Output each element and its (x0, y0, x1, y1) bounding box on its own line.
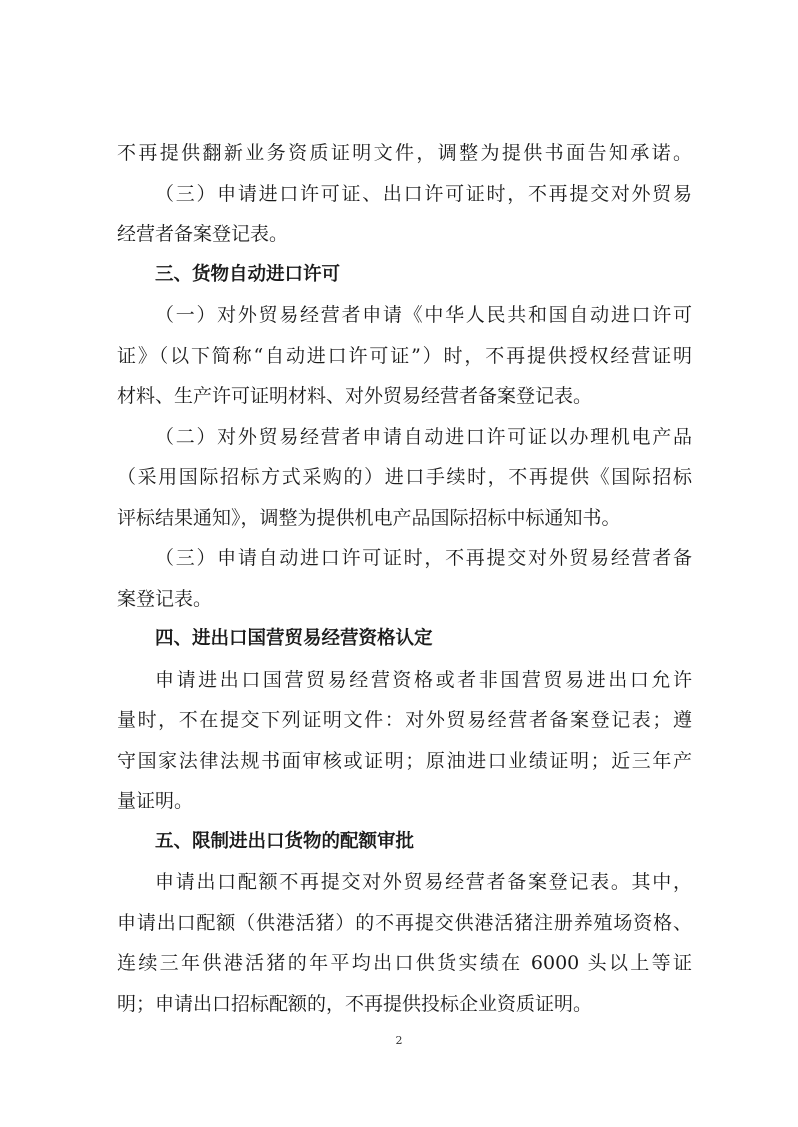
paragraph-line: 材料、生产许可证明材料、对外贸易经营者备案登记表。 (117, 385, 593, 407)
paragraph-line: （二）对外贸易经营者申请自动进口许可证以办理机电产品 (155, 425, 692, 448)
paragraph-line: 量证明。 (117, 790, 194, 812)
paragraph-line: 申请出口配额不再提交对外贸易经营者备案登记表。其中， (155, 871, 692, 893)
paragraph-line: （三）申请自动进口许可证时，不再提交对外贸易经营者备 (155, 547, 692, 569)
paragraph-line: 申请出口配额（供港活猪）的不再提交供港活猪注册养殖场资格、 (117, 911, 692, 934)
paragraph-line: 连续三年供港活猪的年平均出口供货实绩在 6000 头以上等证 (117, 952, 692, 974)
body-text (117, 133, 692, 1024)
section-heading-4: 四、进出口国营贸易经营资格认定 (155, 628, 433, 649)
paragraph-line: 证》（以下简称“自动进口许可证”）时，不再提供授权经营证明 (117, 344, 692, 367)
paragraph-line: 量时，不在提交下列证明文件：对外贸易经营者备案登记表；遵 (117, 709, 692, 731)
paragraph-line: 申请进出口国营贸易经营资格或者非国营贸易进出口允许 (155, 668, 692, 691)
paragraph-line: 不再提供翻新业务资质证明文件，调整为提供书面告知承诺。 (117, 142, 692, 164)
section-heading-5: 五、限制进出口货物的配额审批 (155, 830, 415, 852)
paragraph-line: 经营者备案登记表。 (117, 223, 289, 245)
section-heading-3: 三、货物自动进口许可 (155, 263, 341, 285)
paragraph-line: 明；申请出口招标配额的，不再提供投标企业资质证明。 (117, 992, 593, 1015)
paragraph-line: 评标结果通知》，调整为提供机电产品国际招标中标通知书。 (117, 506, 621, 529)
paragraph-line: （一）对外贸易经营者申请《中华人民共和国自动进口许可 (155, 304, 692, 326)
page-number: 2 (395, 1034, 403, 1047)
paragraph-line: 案登记表。 (117, 587, 213, 610)
paragraph-line: （三）申请进口许可证、出口许可证时，不再提交对外贸易 (155, 182, 692, 205)
paragraph-line: （采用国际招标方式采购的）进口手续时，不再提供《国际招标 (117, 466, 692, 488)
paragraph-line: 守国家法律法规书面审核或证明；原油进口业绩证明；近三年产 (117, 749, 692, 772)
